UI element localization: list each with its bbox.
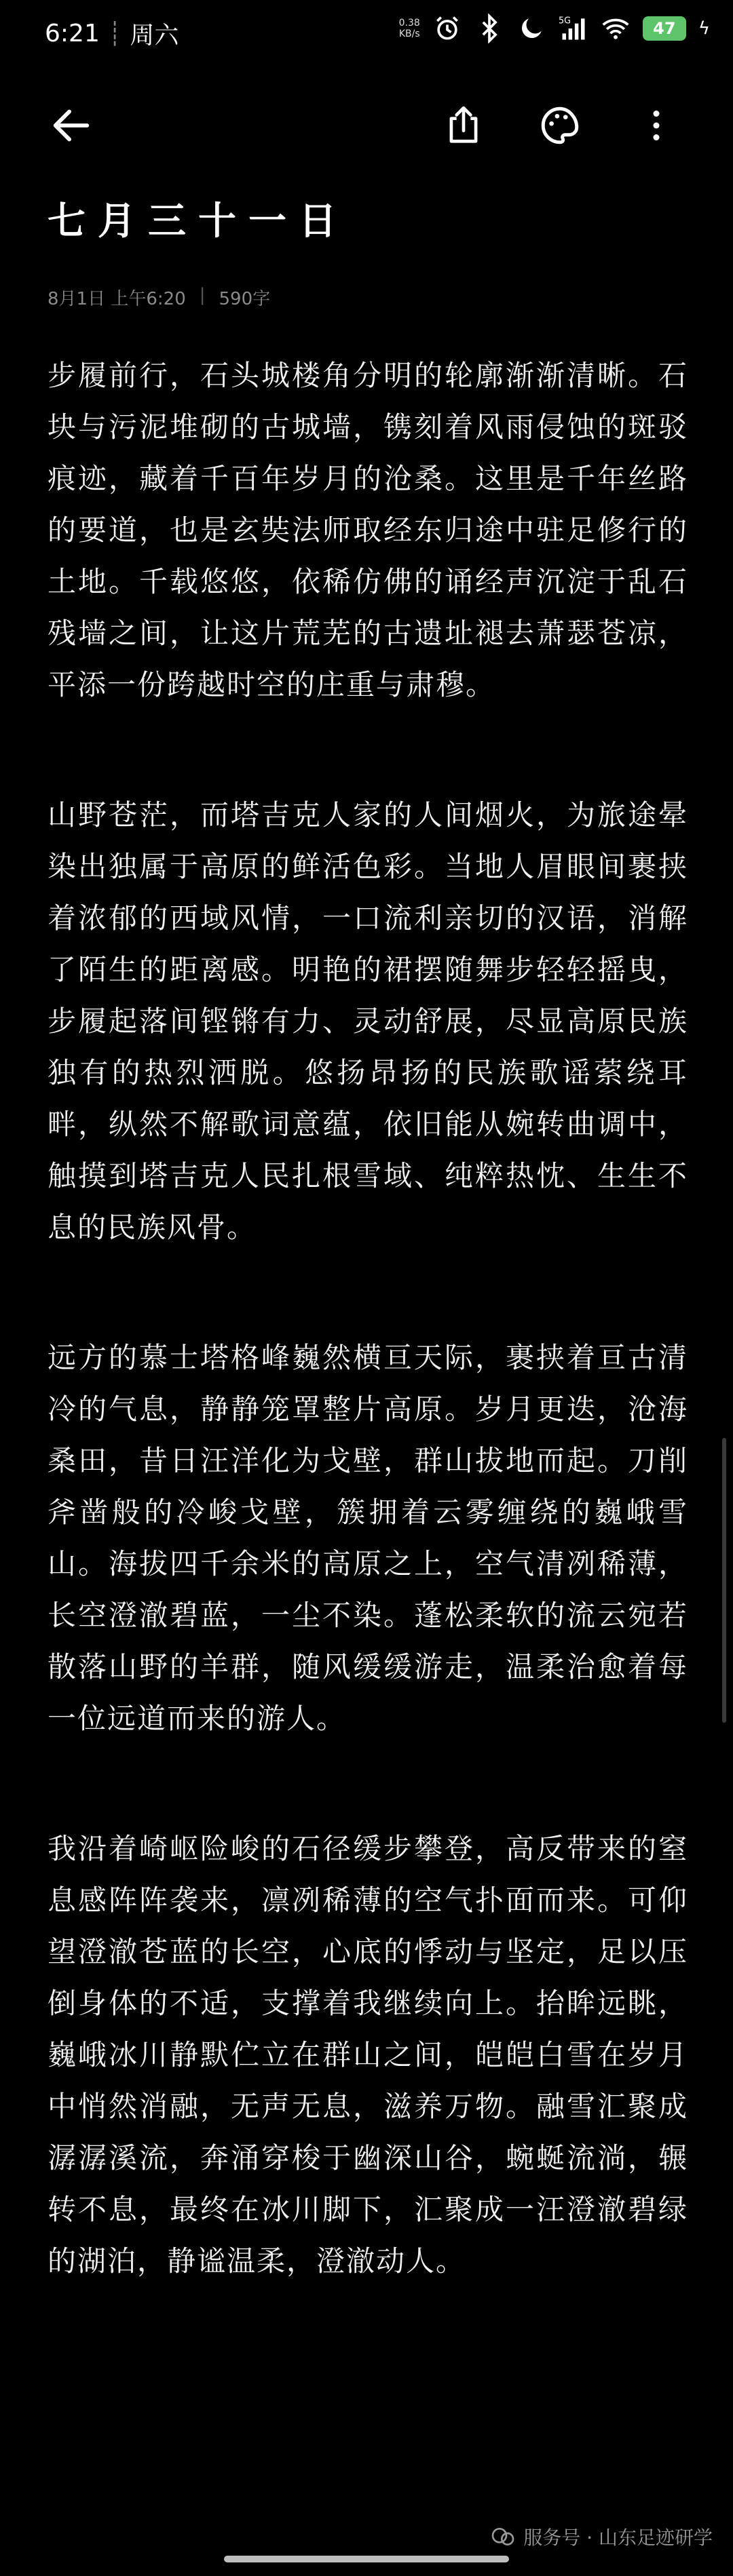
more-vertical-icon <box>636 105 677 146</box>
note-body[interactable] <box>48 350 688 2366</box>
arrow-left-icon <box>48 102 95 149</box>
note-paragraph: 远方的慕士塔格峰巍然横亘天际，裹挟着亘古清冷的气息，静静笼罩整片高原。岁月更迭，沧海桑田，昔日汪洋化为戈壁，群山拔地而起。刀削斧凿般的冷峻戈壁，簇拥着云雾缠绕的巍峨雪山。海拔四千余米的高原之上，空气清冽稀薄，长空澄澈碧蓝，一尘不染。蓬松柔软的流云宛若散落山野的羊群，随风缓缓游走，温柔治愈着每一位远道而来的游人。 <box>48 1341 688 1735</box>
share-button[interactable] <box>426 88 501 163</box>
scrollbar[interactable] <box>722 1438 726 1723</box>
watermark <box>489 2523 713 2550</box>
net-speed <box>399 18 420 39</box>
note-meta <box>48 285 270 310</box>
more-options-button[interactable] <box>619 88 694 163</box>
moon-icon <box>516 14 546 43</box>
wechat-official-account-icon <box>489 2523 516 2550</box>
note-title[interactable]: 七月三十一日 <box>48 199 349 243</box>
back-button[interactable] <box>34 88 109 163</box>
status-left <box>45 16 178 51</box>
status-right <box>399 14 710 43</box>
status-time: 6:21 <box>45 20 100 47</box>
signal-icon <box>559 14 588 43</box>
home-indicator[interactable] <box>224 2556 509 2562</box>
net-speed-unit: KB/s <box>398 28 420 39</box>
note-paragraph: 步履前行，石头城楼角分明的轮廓渐渐清晰。石块与污泥堆砌的古城墙，镌刻着风雨侵蚀的斑驳痕迹，藏着千百年岁月的沧桑。这里是千年丝路的要道，也是玄奘法师取经东归途中驻足修行的土地。千载悠悠，依稀仿佛的诵经声沉淀于乱石残墙之间，让这片荒芜的古遗址褪去萧瑟苍凉，平添一份跨越时空的庄重与肃穆。 <box>48 359 688 701</box>
meta-divider: | <box>199 285 206 305</box>
palette-icon <box>538 103 582 148</box>
svg-text:5G: 5G <box>558 16 571 26</box>
status-weekday: 周六 <box>130 22 179 50</box>
note-paragraph: 山野苍茫，而塔吉克人家的人间烟火，为旅途晕染出独属于高原的鲜活色彩。当地人眉眼间裹挟着浓郁的西域风情，一口流利亲切的汉语，消解了陌生的距离感。明艳的裙摆随舞步轻轻摇曳，步履起落间铿锵有力、灵动舒展，尽显高原民族独有的热烈洒脱。悠扬昂扬的民族歌谣萦绕耳畔，纵然不解歌词意蕴，依旧能从婉转曲调中，触摸到塔吉克人民扎根雪域、纯粹热忱、生生不息的民族风骨。 <box>48 798 688 1244</box>
status-bar <box>0 0 733 65</box>
net-speed-value: 0.38 <box>398 18 420 28</box>
note-date: 8月1日 上午6:20 <box>48 289 186 309</box>
charging-icon: ϟ <box>698 18 710 39</box>
wifi-icon <box>601 14 631 43</box>
alarm-icon <box>432 14 462 43</box>
bluetooth-icon <box>474 14 504 43</box>
status-separator: ┊ <box>107 20 122 47</box>
note-toolbar <box>0 88 733 163</box>
note-word-count: 590字 <box>219 289 271 309</box>
note-paragraph: 我沿着崎岖险峻的石径缓步攀登，高反带来的窒息感阵阵袭来，凛冽稀薄的空气扑面而来。可仰望澄澈苍蓝的长空，心底的悸动与坚定，足以压倒身体的不适，支撑着我继续向上。抬眸远眺，巍峨冰川静默伫立在群山之间，皑皑白雪在岁月中悄然消融，无声无息，滋养万物。融雪汇聚成潺潺溪流，奔涌穿梭于幽深山谷，蜿蜒流淌，辗转不息，最终在冰川脚下，汇聚成一汪澄澈碧绿的湖泊，静谧温柔，澄澈动人。 <box>48 1832 688 2278</box>
share-icon <box>443 104 485 147</box>
battery-indicator: 47 <box>643 16 686 41</box>
watermark-text: 服务号 · 山东足迹研学 <box>523 2526 713 2549</box>
theme-button[interactable] <box>523 88 597 163</box>
